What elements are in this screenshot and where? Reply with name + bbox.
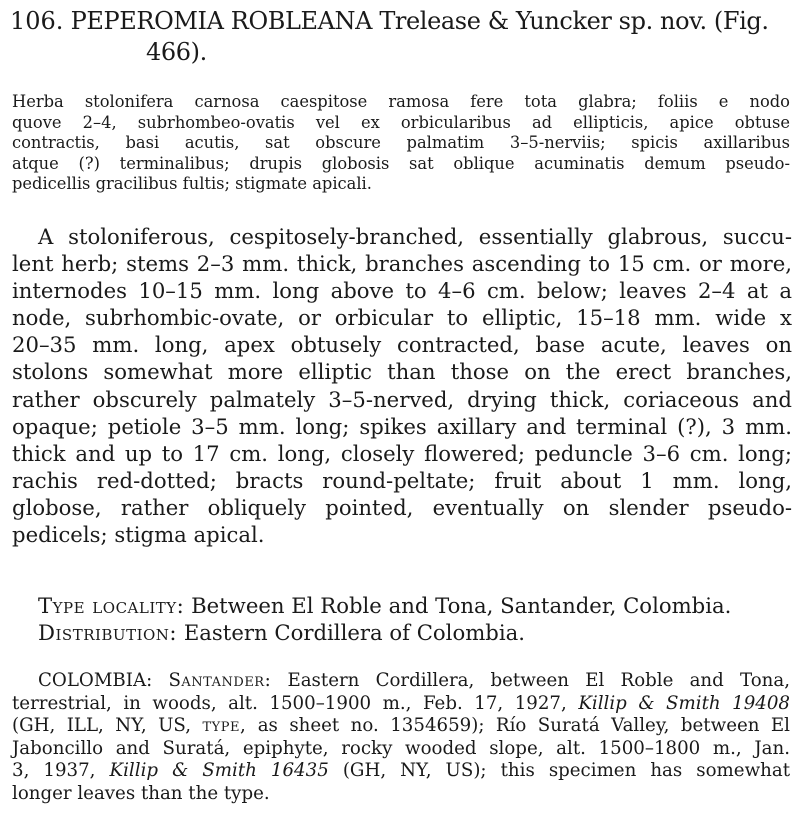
country-label: COLOMBIA:: [38, 670, 153, 691]
specimens-examined: [12, 670, 790, 805]
species-number: 106.: [10, 7, 64, 35]
description-line: stolons somewhat more elliptic than those on the erect branches,: [12, 359, 792, 385]
type-marker: type,: [202, 715, 247, 736]
description-line: rachis red-dotted; bracts round-peltate; fruit about 1 mm. long,: [12, 467, 792, 493]
specimen-text: Eastern Cordillera, between El Roble and Tona,: [287, 670, 790, 691]
distribution-value: Eastern Cordillera of Colombia.: [183, 620, 526, 645]
description-line: lent herb; stems 2–3 mm. thick, branches ascending to 15 cm. or more,: [12, 251, 792, 277]
type-locality-value: Between El Roble and Tona, Santander, Colombia.: [191, 593, 732, 618]
description-line: pedicels; stigma apical.: [12, 522, 265, 548]
distribution-row: [38, 619, 798, 646]
description-line: 20–35 mm. long, apex obtusely contracted, base acute, leaves on: [12, 332, 792, 358]
collector-citation: Killip & Smith 19408: [578, 692, 790, 714]
description-line: globose, rather obliquely pointed, eventually on slender pseudo-: [12, 494, 792, 520]
latin-line: quove 2–4, subrhombeo-ovatis vel ex orbicularibus ad ellipticis, apice obtuse: [12, 112, 790, 132]
species-heading: [10, 6, 790, 68]
description-line: internodes 10–15 mm. long above to 4–6 cm. below; leaves 2–4 at a: [12, 278, 792, 304]
specimen-text: as sheet no. 1354659); Río Suratá Valley, between El: [257, 715, 790, 736]
description-line: A stoloniferous, cespitosely-branched, essentially glabrous, succu-: [38, 224, 792, 249]
type-locality-row: [38, 592, 798, 619]
figure-reference: 466).: [146, 38, 207, 66]
locality-fields: [38, 592, 798, 646]
specimen-line: [12, 670, 790, 693]
specimen-text: terrestrial, in woods, alt. 1500–1900 m., Feb. 17, 1927,: [12, 692, 567, 714]
english-description: [12, 223, 792, 548]
description-line: opaque; petiole 3–5 mm. long; spikes axillary and terminal (?), 3 mm.: [12, 413, 792, 439]
department-label: Santander:: [168, 670, 272, 691]
specimen-line: [12, 715, 790, 738]
description-line: rather obscurely palmately 3–5-nerved, drying thick, coriaceous and: [12, 386, 792, 412]
type-locality-label: Type locality:: [38, 593, 185, 618]
distribution-label: Distribution:: [38, 620, 178, 645]
latin-diagnosis: [12, 92, 790, 195]
specimen-text: (GH, NY, US); this specimen has somewhat: [342, 760, 790, 781]
specimen-text: 3, 1937,: [12, 760, 96, 781]
specimen-line: longer leaves than the type.: [12, 782, 270, 804]
description-line: thick and up to 17 cm. long, closely flowered; peduncle 3–6 cm. long;: [12, 440, 792, 466]
specimen-line: [12, 693, 790, 716]
specimen-line: Jaboncillo and Suratá, epiphyte, rocky wooded slope, alt. 1500–1800 m., Jan.: [12, 737, 790, 759]
latin-line: Herba stolonifera carnosa caespitose ramosa fere tota glabra; foliis e nodo: [12, 92, 790, 111]
species-name: PEPEROMIA ROBLEANA: [70, 7, 373, 35]
collector-citation: Killip & Smith 16435: [109, 760, 329, 781]
specimen-text: (GH, ILL, NY, US,: [12, 715, 192, 736]
description-line: node, subrhombic-ovate, or orbicular to elliptic, 15–18 mm. wide x: [12, 305, 792, 331]
species-authors: Trelease & Yuncker sp. nov. (Fig.: [379, 7, 769, 35]
latin-line: pedicellis gracilibus fultis; stigmate apicali.: [12, 174, 372, 193]
specimen-line: [12, 760, 790, 783]
latin-line: contractis, basi acutis, sat obscure palmatim 3–5-nerviis; spicis axillaribus: [12, 133, 790, 152]
latin-line: atque (?) terminalibus; drupis globosis sat oblique acuminatis demum pseudo-: [12, 153, 790, 173]
